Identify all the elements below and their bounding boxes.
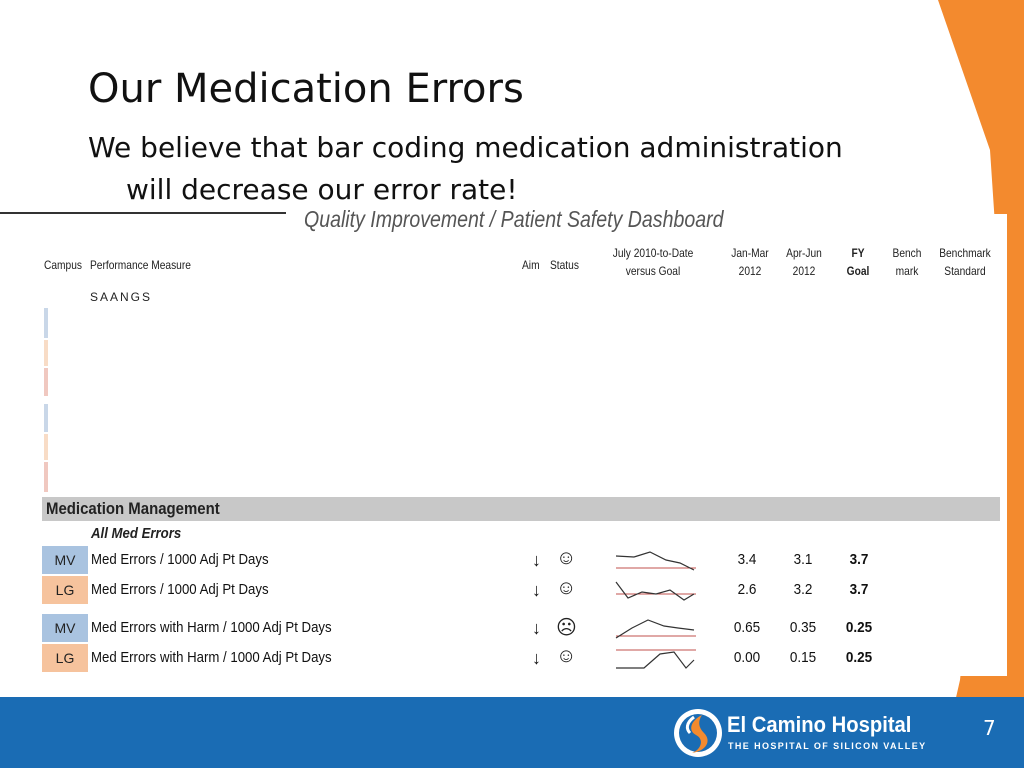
value-jan-mar: 0.65: [733, 619, 761, 636]
logo-name: El Camino Hospital: [727, 712, 912, 737]
smiley-face-icon: ☺: [556, 547, 577, 569]
campus-stripe: [44, 434, 48, 460]
header-apr-jun: [780, 244, 828, 280]
header-apr-jun-line-1: Apr-Jun: [786, 246, 822, 260]
smiley-face-icon: ☺: [556, 577, 577, 599]
dashboard-screenshot: [0, 206, 1007, 676]
measure-cell: Med Errors with Harm / 1000 Adj Pt Days: [91, 649, 332, 666]
value-fy-goal: 0.25: [845, 649, 873, 666]
campus-cell: LG: [42, 576, 88, 604]
header-benchmark-line-1: Bench: [892, 246, 922, 260]
aim-down-arrow-icon: ↓: [532, 580, 541, 600]
value-apr-jun: 0.15: [789, 649, 817, 666]
value-apr-jun: 3.2: [793, 581, 813, 598]
campus-cell: LG: [42, 644, 88, 672]
header-measure: Performance Measure: [90, 258, 191, 272]
value-apr-jun: 0.35: [789, 619, 817, 636]
header-fy-goal-line-2: Goal: [846, 264, 870, 278]
measure-cell: Med Errors / 1000 Adj Pt Days: [91, 551, 269, 568]
logo-tagline: THE HOSPITAL OF SILICON VALLEY: [728, 741, 927, 751]
dashboard-title: Quality Improvement / Patient Safety Dashboard: [304, 206, 724, 232]
header-campus: Campus: [44, 258, 82, 272]
frowning-face-icon: ☹: [556, 617, 577, 639]
section-medication-management: [42, 497, 1000, 521]
value-apr-jun: 3.1: [793, 551, 813, 568]
table-row: [42, 576, 982, 604]
header-standard-line-1: Benchmark: [939, 246, 991, 260]
header-jan-mar-line-1: Jan-Mar: [731, 246, 769, 260]
section-title: Medication Management: [46, 499, 220, 518]
campus-stripe: [44, 308, 48, 338]
measure-cell: Med Errors with Harm / 1000 Adj Pt Days: [91, 619, 332, 636]
table-row: [42, 614, 982, 642]
header-status: Status: [550, 258, 579, 272]
subheading-all-med-errors: All Med Errors: [91, 525, 182, 542]
campus-cell: MV: [42, 614, 88, 642]
trend-sparkline: [614, 616, 698, 640]
campus-cell: MV: [42, 546, 88, 574]
page-number: 7: [983, 716, 996, 740]
table-row: [42, 546, 982, 574]
slide-title: Our Medication Errors: [88, 66, 524, 112]
header-apr-jun-line-2: 2012: [792, 264, 816, 278]
value-fy-goal: 0.25: [845, 619, 873, 636]
smiley-face-icon: ☺: [556, 645, 577, 667]
trend-sparkline: [614, 646, 698, 670]
campus-stripe: [44, 368, 48, 396]
header-fy-goal: [839, 244, 876, 280]
header-benchmark-line-2: mark: [895, 264, 919, 278]
aim-down-arrow-icon: ↓: [532, 618, 541, 638]
header-aim: Aim: [522, 258, 540, 272]
header-trend-line-2: versus Goal: [625, 264, 681, 278]
header-benchmark-standard: [935, 244, 995, 280]
header-jan-mar: [726, 244, 774, 280]
campus-stripe: [44, 340, 48, 366]
aim-down-arrow-icon: ↓: [532, 648, 541, 668]
campus-stripe: [44, 462, 48, 492]
table-row: [42, 644, 982, 672]
subtitle-line-2: will decrease our error rate!: [126, 173, 518, 206]
header-trend-line-1: July 2010-to-Date: [612, 246, 694, 260]
campus-stripe: [44, 404, 48, 432]
value-jan-mar: 2.6: [737, 581, 757, 598]
value-fy-goal: 3.7: [849, 551, 869, 568]
value-jan-mar: 0.00: [733, 649, 761, 666]
trend-sparkline: [614, 578, 698, 602]
measure-cell: Med Errors / 1000 Adj Pt Days: [91, 581, 269, 598]
aim-down-arrow-icon: ↓: [532, 550, 541, 570]
cut-off-text: SAANGS: [90, 290, 153, 304]
slide-subtitle: [88, 127, 843, 211]
header-benchmark: [886, 244, 929, 280]
header-fy-goal-line-1: FY: [851, 246, 865, 260]
header-standard-line-2: Standard: [944, 264, 986, 278]
header-jan-mar-line-2: 2012: [738, 264, 762, 278]
header-trend: [606, 244, 700, 280]
subtitle-line-1: We believe that bar coding medication administration: [88, 131, 843, 164]
value-fy-goal: 3.7: [849, 581, 869, 598]
value-jan-mar: 3.4: [737, 551, 757, 568]
el-camino-logo-icon: [672, 707, 724, 759]
trend-sparkline: [614, 548, 698, 572]
